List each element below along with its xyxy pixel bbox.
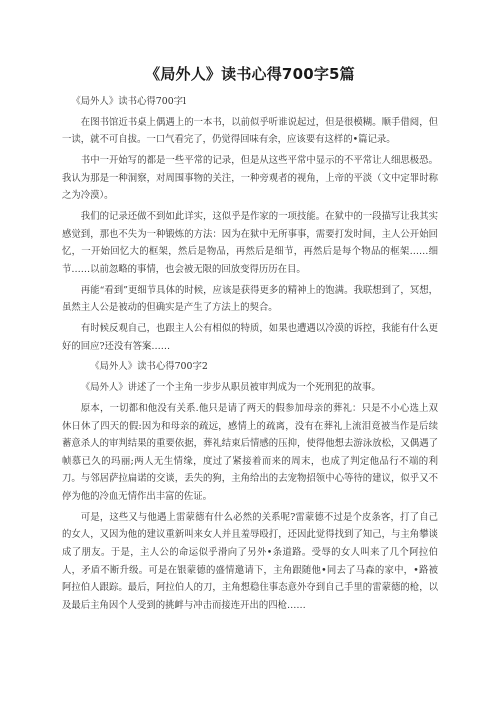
paragraph: 有时候反观自己，也跟主人公有相似的特质，如果也遭遇以冷漠的诉控，我能有什么更好的回应?还没有答案…… bbox=[62, 323, 438, 352]
paragraph: 在图书馆近书桌上偶遇上的一本书，以前似乎听谁说起过，但是很模糊。顺手借阅，但一读，就不可自拔。一口气看完了，仍觉得回味有余，应该要有这样的•篇记录。 bbox=[62, 116, 438, 146]
document-body bbox=[62, 93, 438, 618]
page-title: 《局外人》读书心得700字5篇 bbox=[145, 65, 355, 83]
paragraph: 再能“看到”更细节具体的时候，应该是获得更多的精神上的饱满。我联想到了，冥想，虽然主人公是被动的但确实是产生了方法上的契合。 bbox=[62, 284, 438, 314]
paragraph: 可是，这些又与他遇上雷蒙德有什么必然的关系呢?雷蒙德不过是个皮条客，打了自己的女人，又因为他的建议重新叫来女人并且羞辱殴打，还因此觉得找到了知己，与主角攀谈成了朋友。于是，主人公的命运似乎滑向了另外•条道路。受辱的女人叫来了几个阿拉伯人，矛盾不断升级。可是在银蒙德的盛情邀请下，主角跟随他•同去了马森的家中，•路被阿拉伯人跟踪。最后，阿拉伯人的刀，主角想稳住事态意外夺到自己手里的雷蒙德的枪，以及最后主角因个人受到的挑衅与冲击而接连开出的四枪…… bbox=[62, 511, 438, 611]
paragraph: 《局外人》讲述了一个主角一步步从职员被审判成为一个死刑犯的故事。 bbox=[80, 382, 381, 394]
paragraph: 我们的记录还做不到如此详实，这似乎是作家的一项技能。在狱中的一段描写让我其实感觉到，那也不失为一种锻炼的方法：因为在狱中无所事事，需要打发时间，主人公开始回忆，一开始回忆大的框架，然后是物品，再然后是细节，再然后是每个物品的框架……细节……以前忽略的事情，也会被无限的回放变得历历在目。 bbox=[62, 211, 438, 275]
paragraph: 原本，一切都和他没有关系.他只是请了两天的假参加母亲的葬礼：只是不小心选上双休日休了四天的假:因为和母亲的疏远，感情上的疏离，没有在葬礼上流泪竟被当作是后续蓄意杀人的审判结果的重要依据，葬礼结束后情感的压抑，使得他想去游泳放松，又偶遇了帧慕已久的玛丽;两人无生情缘，度过了紧接着而来的周末，也成了判定他品行不端的利刀。与邻居萨拉扁诺的交谈，丢失的狗，主角给出的去宠物招领中心等待的建议，似乎又不停为他的冷血无情作出丰富的佐证。 bbox=[62, 403, 438, 502]
section-heading-1: 《局外人》读书心得700字l bbox=[71, 96, 187, 107]
paragraph: 书中一开始写的都是一些平常的记录，但是从这些平常中显示的不平常让人细思极恐。我认为那是一种洞察，对周围事物的关注，一种旁观者的视角，上帝的平淡（文中定罪时称之为冷漠）。 bbox=[62, 155, 438, 202]
section-heading-2: 《局外人》读书心得700字2 bbox=[90, 361, 208, 373]
